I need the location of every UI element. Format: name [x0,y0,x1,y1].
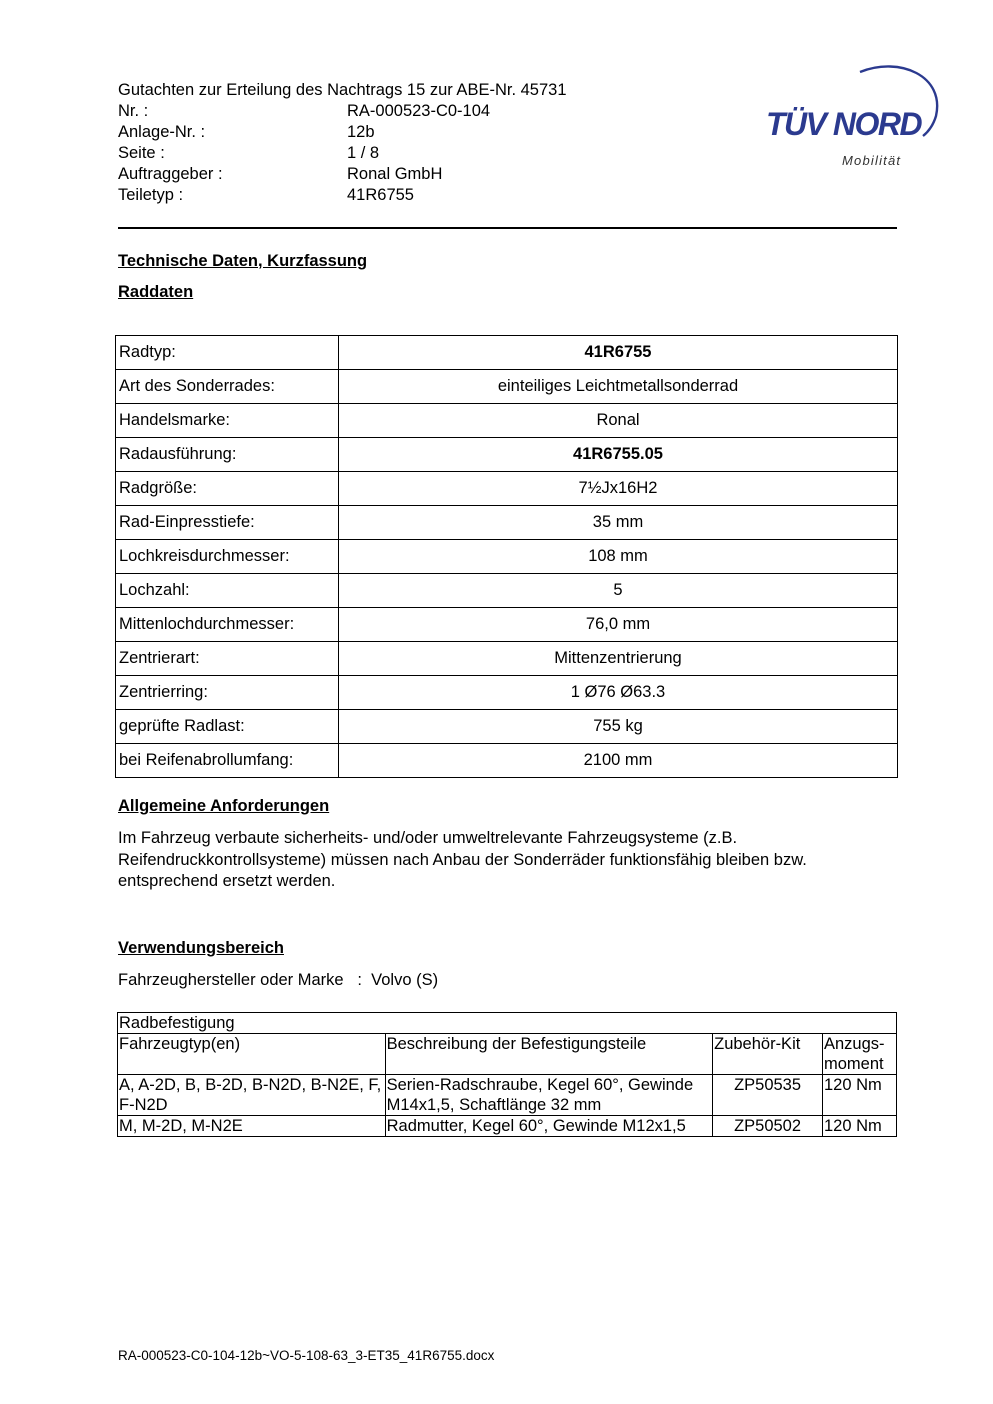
rad-key-cell: geprüfte Radlast: [116,710,339,744]
rad-key-cell: Art des Sonderrades: [116,370,339,404]
header-value: Ronal GmbH [347,165,443,183]
rad-value-cell: 1 Ø76 Ø63.3 [339,676,898,710]
hersteller-value: Volvo (S) [371,971,439,989]
header-value: 12b [347,123,375,141]
rad-value-cell: Mittenzentrierung [339,642,898,676]
rad-value-cell: 755 kg [339,710,898,744]
header-cell: Beschreibung der Befestigungsteile [385,1034,712,1075]
header-cell: Fahrzeugtyp(en) [118,1034,386,1075]
rad-value-cell: 5 [339,574,898,608]
rad-value-cell: Ronal [339,404,898,438]
header-value: 1 / 8 [347,144,380,162]
rad-value-cell: 7½Jx16H2 [339,472,898,506]
header-row-nr [118,101,567,122]
rad-value-cell: einteiliges Leichtmetallsonderrad [339,370,898,404]
logo-brand: TÜV NORD [766,106,922,142]
beschreibung-cell: Radmutter, Kegel 60°, Gewinde M12x1,5 [385,1116,712,1137]
footer-filename: RA-000523-C0-104-12b~VO-5-108-63_3-ET35_41R6755.docx [118,1348,495,1363]
rad-key-cell: Mittenlochdurchmesser: [116,608,339,642]
header-cell: Anzugs-moment [823,1034,897,1075]
rad-key-cell: bei Reifenabrollumfang: [116,744,339,778]
rad-value-cell: 41R6755.05 [339,438,898,472]
table-row [116,608,898,642]
hersteller-label: Fahrzeughersteller oder Marke [118,971,344,989]
header-row-anlage [118,122,567,143]
header-value: 41R6755 [347,186,414,204]
raddaten-table [115,335,898,778]
table-row [118,1075,897,1116]
rad-key-cell: Zentrierart: [116,642,339,676]
header-label: Auftraggeber : [118,165,223,183]
tuv-nord-logo [760,58,945,173]
befestigung-title-row [118,1013,897,1034]
table-row [116,404,898,438]
kit-cell: ZP50535 [713,1075,823,1116]
rad-value-cell: 2100 mm [339,744,898,778]
table-row [116,574,898,608]
hersteller-sep: : [357,971,362,989]
section-heading-allgemein: Allgemeine Anforderungen [118,797,330,815]
rad-key-cell: Lochzahl: [116,574,339,608]
befestigung-header-row [118,1034,897,1075]
document-header [118,80,567,206]
table-row [116,438,898,472]
moment-cell: 120 Nm [823,1075,897,1116]
table-row [116,336,898,370]
kit-cell: ZP50502 [713,1116,823,1137]
logo-sub: Mobilität [842,153,902,168]
header-cell: Zubehör-Kit [713,1034,823,1075]
rad-key-cell: Zentrierring: [116,676,339,710]
rad-key-cell: Handelsmarke: [116,404,339,438]
document-title: Gutachten zur Erteilung des Nachtrags 15 zur ABE-Nr. 45731 [118,81,567,99]
table-row [116,472,898,506]
table-row [116,744,898,778]
header-divider [118,227,897,229]
table-row [116,540,898,574]
fahrzeugtyp-cell: M, M-2D, M-N2E [118,1116,386,1137]
header-row-teiletyp [118,185,567,206]
hersteller-line [118,971,438,990]
section-heading-raddaten: Raddaten [118,283,194,301]
allgemein-paragraph: Im Fahrzeug verbaute sicherheits- und/oder umweltrelevante Fahrzeugsysteme (z.B. Reifendruckkontrollsysteme) müssen nach Anbau der Sonderräder funktionsfähig bleiben bzw. entsprechend ersetzt werden. [118,829,807,890]
section-heading-tech: Technische Daten, Kurzfassung [118,252,368,270]
header-label: Seite : [118,144,165,162]
beschreibung-cell: Serien-Radschraube, Kegel 60°, Gewinde M14x1,5, Schaftlänge 32 mm [385,1075,712,1116]
moment-cell: 120 Nm [823,1116,897,1137]
rad-value-cell: 41R6755 [339,336,898,370]
radbefestigung-table [117,1012,897,1137]
rad-key-cell: Radgröße: [116,472,339,506]
table-row [116,370,898,404]
rad-value-cell: 35 mm [339,506,898,540]
header-value: RA-000523-C0-104 [347,102,491,120]
section-heading-verwendung: Verwendungsbereich [118,939,284,957]
header-row-auftraggeber [118,164,567,185]
table-row [118,1116,897,1137]
rad-value-cell: 108 mm [339,540,898,574]
table-row [116,710,898,744]
fahrzeugtyp-cell: A, A-2D, B, B-2D, B-N2D, B-N2E, F, F-N2D [118,1075,386,1116]
rad-key-cell: Rad-Einpresstiefe: [116,506,339,540]
rad-key-cell: Radtyp: [116,336,339,370]
header-label: Anlage-Nr. : [118,123,206,141]
header-row-seite [118,143,567,164]
header-label: Teiletyp : [118,186,184,204]
table-row [116,642,898,676]
table-row [116,506,898,540]
header-label: Nr. : [118,102,149,120]
befestigung-title: Radbefestigung [118,1013,897,1034]
rad-key-cell: Radausführung: [116,438,339,472]
rad-value-cell: 76,0 mm [339,608,898,642]
table-row [116,676,898,710]
rad-key-cell: Lochkreisdurchmesser: [116,540,339,574]
